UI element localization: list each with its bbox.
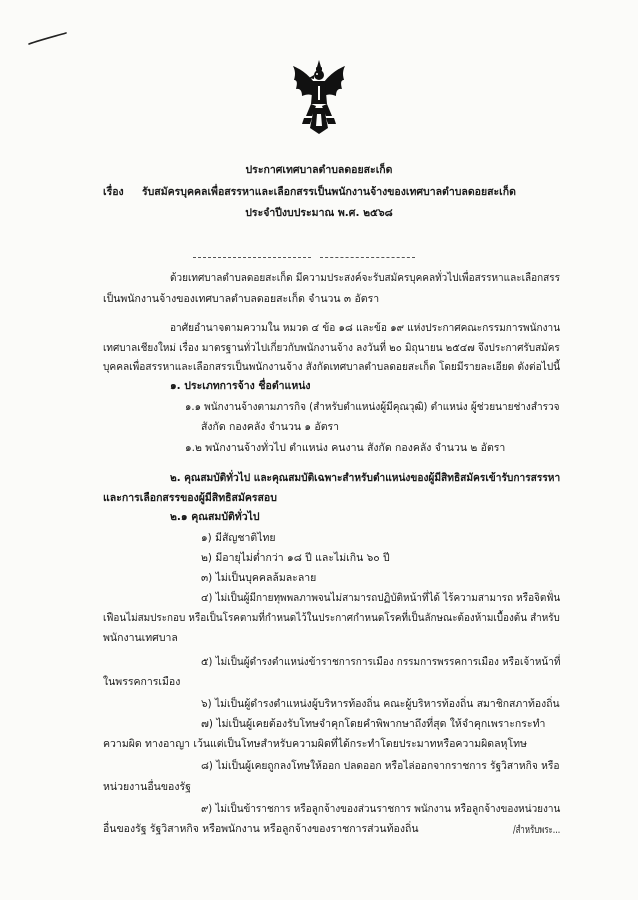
qualification-1: ๑) มีสัญชาติไทย xyxy=(201,532,276,544)
section1-item1-line1: ๑.๑ พนักงานจ้างตามภารกิจ (สำหรับตำแหน่งผู้มีคุณวุฒิ) ตำแหน่ง ผู้ช่วยนายช่างสำรวจ xyxy=(185,401,560,413)
qualification-9-line2: อื่นของรัฐ รัฐวิสาหกิจ หรือพนักงาน หรือลูกจ้างของราชการส่วนท้องถิ่น xyxy=(103,823,419,835)
qualification-5-line1: ๕) ไม่เป็นผู้ดำรงตำแหน่งข้าราชการการเมือง กรรมการพรรคการเมือง หรือเจ้าหน้าที่ xyxy=(201,656,561,668)
continuation-note: /สำหรับพระ... xyxy=(513,824,561,836)
intro-p2-line2: เทศบาลเชียงใหม่ เรื่อง มาตรฐานทั่วไปเกี่ยวกับพนักงานจ้าง ลงวันที่ ๒๐ มิถุนายน ๒๕๔๗ จึงประกาศรับสมัคร xyxy=(103,342,560,354)
qualification-5-line2: ในพรรคการเมือง xyxy=(103,676,181,688)
qualification-4-line3: พนักงานเทศบาล xyxy=(103,632,178,644)
qualification-4-line2: เฟือนไม่สมประกอบ หรือเป็นโรคตามที่กำหนดไว้ในประกาศกำหนดโรคที่เป็นลักษณะต้องห้ามเบื้องต้น สำหรับ xyxy=(103,612,560,624)
intro-p2-line3: บุคคลเพื่อสรรหาและเลือกสรรเป็นพนักงานจ้าง สังกัดเทศบาลตำบลดอยสะเก็ด โดยมีรายละเอียด ดังต่อไปนี้ xyxy=(103,361,561,373)
qualification-7-line2: ความผิด ทางอาญา เว้นแต่เป็นโทษสำหรับความผิดที่ได้กระทำโดยประมาทหรือความผิดลหุโทษ xyxy=(103,738,527,750)
section1-heading: ๑. ประเภทการจ้าง ชื่อตำแหน่ง xyxy=(170,380,311,392)
section1-item2: ๑.๒ พนักงานจ้างทั่วไป ตำแหน่ง คนงาน สังกัด กองคลัง จำนวน ๒ อัตรา xyxy=(185,442,506,454)
section1-item1-line2: สังกัด กองคลัง จำนวน ๑ อัตรา xyxy=(201,421,340,433)
section2-heading-line1: ๒. คุณสมบัติทั่วไป และคุณสมบัติเฉพาะสำหรับตำแหน่งของผู้มีสิทธิสมัครเข้ารับการสรรหา xyxy=(170,472,561,484)
separator-line-right xyxy=(320,257,415,258)
section2-heading-line2: และการเลือกสรรของผู้มีสิทธิสมัครสอบ xyxy=(103,492,277,504)
fiscal-year: ประจำปีงบประมาณ พ.ศ. ๒๕๖๘ xyxy=(245,207,393,219)
announcement-title: ประกาศเทศบาลตำบลดอยสะเก็ด xyxy=(245,164,393,176)
qualification-2: ๒) มีอายุไม่ต่ำกว่า ๑๘ ปี และไม่เกิน ๖๐ ปี xyxy=(201,552,390,564)
subject-text: รับสมัครบุคคลเพื่อสรรหาและเลือกสรรเป็นพนักงานจ้างของเทศบาลตำบลดอยสะเก็ด xyxy=(142,186,516,198)
pen-mark xyxy=(28,32,68,46)
intro-p1-line2: เป็นพนักงานจ้างของเทศบาลตำบลดอยสะเก็ด จำนวน ๓ อัตรา xyxy=(103,293,380,305)
qualification-9-line1: ๙) ไม่เป็นข้าราชการ หรือลูกจ้างของส่วนราชการ พนักงาน หรือลูกจ้างของหน่วยงาน xyxy=(201,803,561,815)
qualification-4-line1: ๔) ไม่เป็นผู้มีกายทุพพลภาพจนไม่สามารถปฏิบัติหน้าที่ได้ ไร้ความสามารถ หรือจิตฟั่น xyxy=(201,592,561,604)
qualification-8-line1: ๘) ไม่เป็นผู้เคยถูกลงโทษให้ออก ปลดออก หรือไล่ออกจากราชการ รัฐวิสาหกิจ หรือ xyxy=(201,760,560,772)
garuda-emblem-icon xyxy=(292,58,346,138)
separator-line-left xyxy=(193,257,311,258)
qualification-7-line1: ๗) ไม่เป็นผู้เคยต้องรับโทษจำคุกโดยคำพิพากษาถึงที่สุด ให้จำคุกเพราะกระทำ xyxy=(201,718,546,730)
section2-subheading: ๒.๑ คุณสมบัติทั่วไป xyxy=(170,511,260,523)
intro-p1-line1: ด้วยเทศบาลตำบลดอยสะเก็ด มีความประสงค์จะรับสมัครบุคคลทั่วไปเพื่อสรรหาและเลือกสรร xyxy=(170,272,560,284)
qualification-8-line2: หน่วยงานอื่นของรัฐ xyxy=(103,781,191,793)
intro-p2-line1: อาศัยอำนาจตามความใน หมวด ๔ ข้อ ๑๘ และข้อ ๑๙ แห่งประกาศคณะกรรมการพนักงาน xyxy=(170,322,561,334)
subject-label: เรื่อง xyxy=(103,186,124,198)
qualification-6: ๖) ไม่เป็นผู้ดำรงตำแหน่งผู้บริหารท้องถิ่น คณะผู้บริหารท้องถิ่น สมาชิกสภาท้องถิ่น xyxy=(201,698,560,710)
qualification-3: ๓) ไม่เป็นบุคคลล้มละลาย xyxy=(201,572,317,584)
